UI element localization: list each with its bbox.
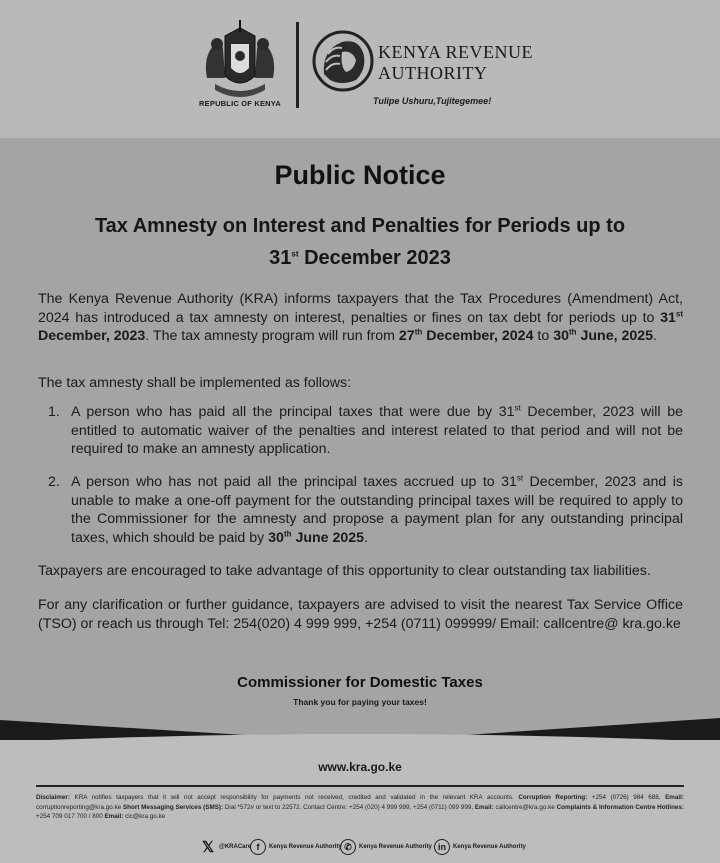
encourage-paragraph: Taxpayers are encouraged to take advantage of this opportunity to clear outstanding tax liabilities. (38, 563, 651, 579)
subtitle-line-1: Tax Amnesty on Interest and Penalties for Periods up to (94, 215, 626, 237)
social-label: Kenya Revenue Authority (453, 844, 526, 850)
thanks-line: Thank you for paying your taxes! (293, 697, 427, 707)
notice-title: Public Notice (274, 160, 446, 190)
x-icon: 𝕏 (201, 839, 215, 856)
social-label: @KRACare (219, 844, 252, 850)
social-facebook[interactable] (250, 838, 342, 856)
linkedin-icon: in (434, 839, 450, 855)
social-linkedin[interactable] (434, 838, 526, 856)
list-number: 2. (48, 474, 60, 490)
subtitle-sup: st (291, 249, 299, 259)
intro-text-1: The Kenya Revenue Authority (KRA) informs taxpayers that the Tax Procedures (Amendment) Act, 2024 has introduced a tax amnesty on interest, penalties or fines on tax debt for periods up to (38, 291, 683, 326)
subtitle-day: 31 (269, 247, 292, 269)
list-number: 1. (48, 404, 60, 420)
social-label: Kenya Revenue Authority (269, 844, 342, 850)
subtitle-rest: December 2023 (298, 247, 451, 269)
kra-slogan: Tulipe Ushuru,Tujitegemee! (373, 96, 492, 106)
implemented-line: The tax amnesty shall be implemented as follows: (38, 375, 352, 391)
whatsapp-icon: ✆ (340, 839, 356, 855)
intro-date-1: 31st December, 2023 (38, 308, 683, 344)
facebook-icon: f (250, 839, 266, 855)
contact-paragraph: For any clarification or further guidance, taxpayers are advised to visit the nearest Tax Service Office (TSO) or reach us through Tel: 254(020) 4 999 999, +254 (0711) 099999/ Email: callcentre@ kra.go.ke (38, 597, 683, 632)
intro-paragraph (38, 290, 683, 346)
intro-text-4: . (653, 328, 657, 344)
list-item-text: A person who has not paid all the principal taxes accrued up to 31st December, 2023 and is unable to make a one-off payment for the outstanding principal taxes will be required to apply to the Commissioner for the amnesty and propose a payment plan for any outstanding principal taxes, which should be paid by 30th June 2025. (71, 473, 683, 546)
social-label: Kenya Revenue Authority (359, 844, 432, 850)
intro-date-2: 27th December, 2024 (398, 327, 534, 344)
notice-subtitle (40, 210, 680, 274)
kra-name-line2: AUTHORITY (378, 63, 488, 83)
social-whatsapp[interactable] (340, 838, 432, 856)
footer-rule (36, 785, 684, 787)
intro-date-3: 30th June, 2025 (553, 327, 654, 344)
header-divider (296, 22, 299, 108)
list-item-text: A person who has paid all the principal taxes that were due by 31st December, 2023 will be entitled to automatic waiver of the penalties and interest related to that period and will not be required to make an amnesty application. (71, 403, 683, 457)
coat-label: REPUBLIC OF KENYA (199, 99, 281, 108)
social-x[interactable] (200, 838, 251, 856)
intro-text-3: to (533, 328, 554, 344)
kra-lion-logo-icon (312, 30, 374, 92)
disclaimer-text: Disclaimer: KRA notifies taxpayers that it will not accept responsibility for payments not received, credited and validated in the relevant KRA accounts. Corruption Reporting: +254 (0726) 984 688, Email: corruptionreporting@kra.go.ke Short Messaging Services (SMS): Dial *572# or text to 22572. Contact Centre: +254 (020) 4 999 999, +254 (0711) 099 999, Email: callcentre@kra.go.ke Complaints & Information Centre Hotlines: +254 709 017 700 / 800 Email: cic@kra.go.ke (36, 794, 685, 820)
kra-wordmark (378, 42, 533, 84)
subtitle-line-2 (40, 242, 680, 274)
kenya-coat-of-arms-icon (195, 18, 285, 108)
signatory: Commissioner for Domestic Taxes (237, 674, 483, 691)
kra-name-line1: KENYA REVENUE (378, 42, 533, 62)
website-link[interactable]: www.kra.go.ke (318, 760, 402, 774)
intro-text-2: . The tax amnesty program will run from (145, 328, 399, 344)
